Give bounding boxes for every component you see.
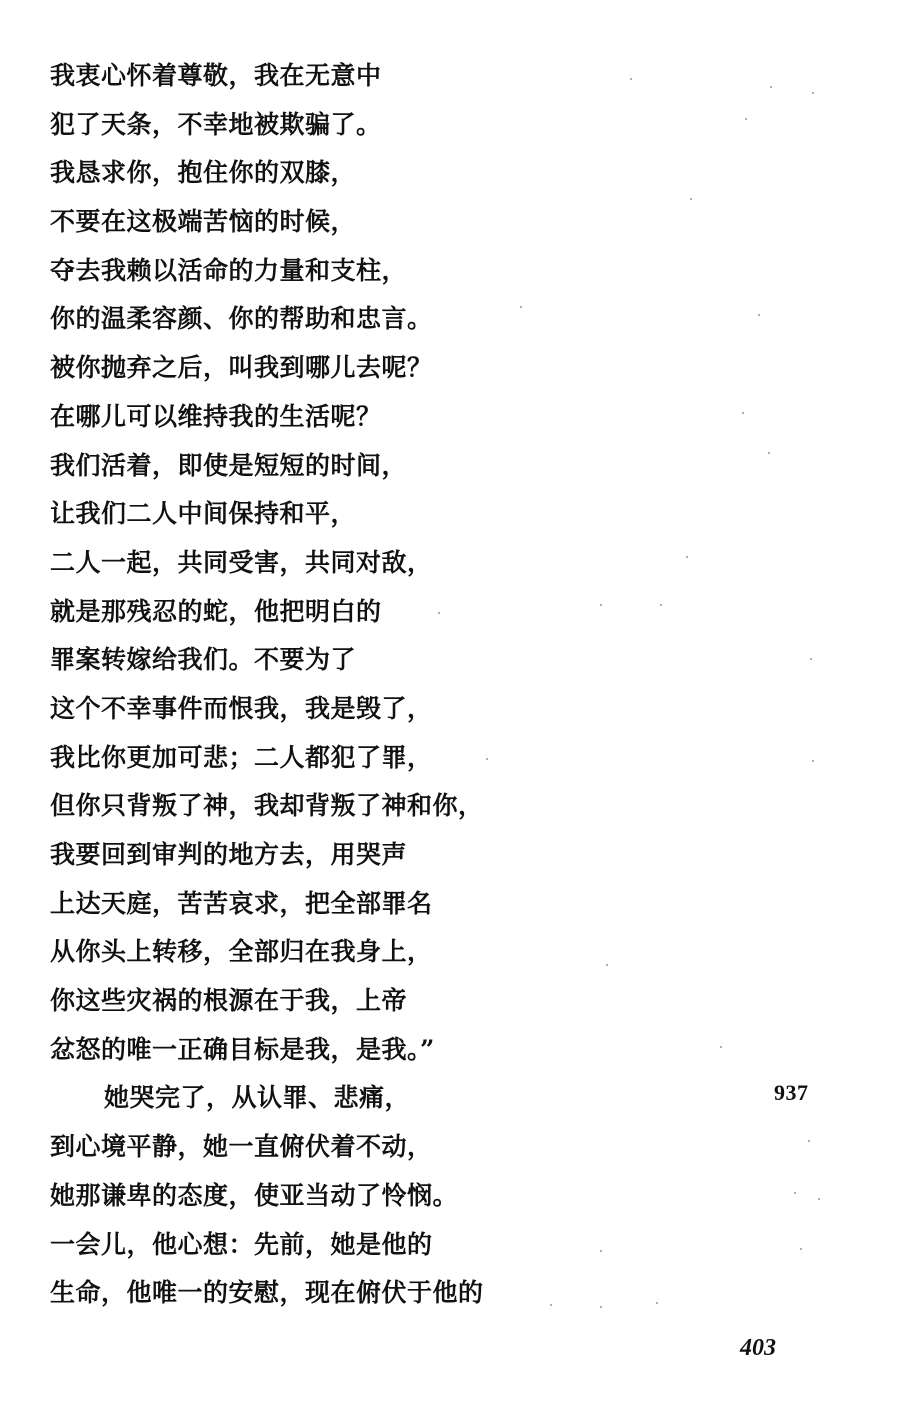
poem-line: 二人一起，共同受害，共同对敌， <box>50 547 433 577</box>
scan-speck <box>690 198 692 200</box>
scan-speck <box>686 556 688 558</box>
scan-speck <box>818 1198 820 1200</box>
poem-line: 夺去我赖以活命的力量和支柱， <box>50 255 408 285</box>
scan-speck <box>810 658 812 660</box>
scan-speck <box>600 1306 602 1308</box>
scan-speck <box>800 1248 802 1250</box>
page-number: 403 <box>740 1335 776 1361</box>
poem-line: 我恳求你，抱住你的双膝， <box>50 158 357 188</box>
poem-line: 忿怒的唯一正确目标是我，是我。” <box>50 1034 435 1064</box>
scan-speck <box>770 86 772 88</box>
poem-line: 你的温柔容颜、你的帮助和忠言。 <box>50 304 433 334</box>
poem-line: 从你头上转移，全部归在我身上， <box>50 937 433 967</box>
scan-speck <box>758 314 760 316</box>
scan-speck <box>812 92 814 94</box>
poem-line: 我们活着，即使是短短的时间， <box>50 450 408 480</box>
scan-speck <box>630 78 632 80</box>
poem-line: 让我们二人中间保持和平， <box>50 499 357 529</box>
scan-speck <box>742 412 744 414</box>
poem-line: 罪案转嫁给我们。不要为了 <box>50 645 357 675</box>
poem-line: 犯了天条，不幸地被欺骗了。 <box>50 109 382 139</box>
poem-line: 生命，他唯一的安慰，现在俯伏于他的 <box>50 1278 484 1308</box>
poem-line: 一会儿，他心想：先前，她是他的 <box>50 1229 433 1259</box>
scan-speck <box>794 1192 796 1194</box>
scan-speck <box>520 306 522 308</box>
poem-line: 就是那残忍的蛇，他把明白的 <box>50 596 382 626</box>
scan-speck <box>812 760 814 762</box>
poem-line: 到心境平静，她一直俯伏着不动， <box>50 1132 433 1162</box>
scan-speck <box>808 1140 810 1142</box>
scan-speck <box>600 604 602 606</box>
scan-speck <box>486 758 488 760</box>
scan-speck <box>720 1046 722 1048</box>
poem-line: 她那谦卑的态度，使亚当动了怜悯。 <box>50 1180 459 1210</box>
scan-speck <box>550 1304 552 1306</box>
scan-speck <box>606 964 608 966</box>
poem-line: 但你只背叛了神，我却背叛了神和你， <box>50 791 484 821</box>
poem-line: 我衷心怀着尊敬，我在无意中 <box>50 61 382 90</box>
poem-line-indented: 她哭完了，从认罪、悲痛， <box>104 1083 411 1113</box>
verse-line-number: 937 <box>774 1080 809 1105</box>
poem-line: 我要回到审判的地方去，用哭声 <box>50 840 408 869</box>
scan-speck <box>656 1302 658 1304</box>
poem-line: 这个不幸事件而恨我，我是毁了， <box>50 693 433 723</box>
poem-line: 你这些灾祸的根源在于我，上帝 <box>50 986 408 1016</box>
poem-line: 在哪儿可以维持我的生活呢？ <box>50 401 382 431</box>
scan-speck <box>600 1250 602 1252</box>
poem-line: 不要在这极端苦恼的时候， <box>50 207 357 237</box>
poem-line: 上达天庭，苦苦哀求，把全部罪名 <box>50 888 433 918</box>
poem-line: 被你抛弃之后，叫我到哪儿去呢？ <box>50 353 433 383</box>
poem-line: 我比你更加可悲；二人都犯了罪， <box>50 742 433 772</box>
poem-text <box>50 52 750 1318</box>
scan-speck <box>660 604 662 606</box>
scan-speck <box>745 118 747 120</box>
scan-speck <box>768 452 770 454</box>
scan-speck <box>438 612 440 614</box>
